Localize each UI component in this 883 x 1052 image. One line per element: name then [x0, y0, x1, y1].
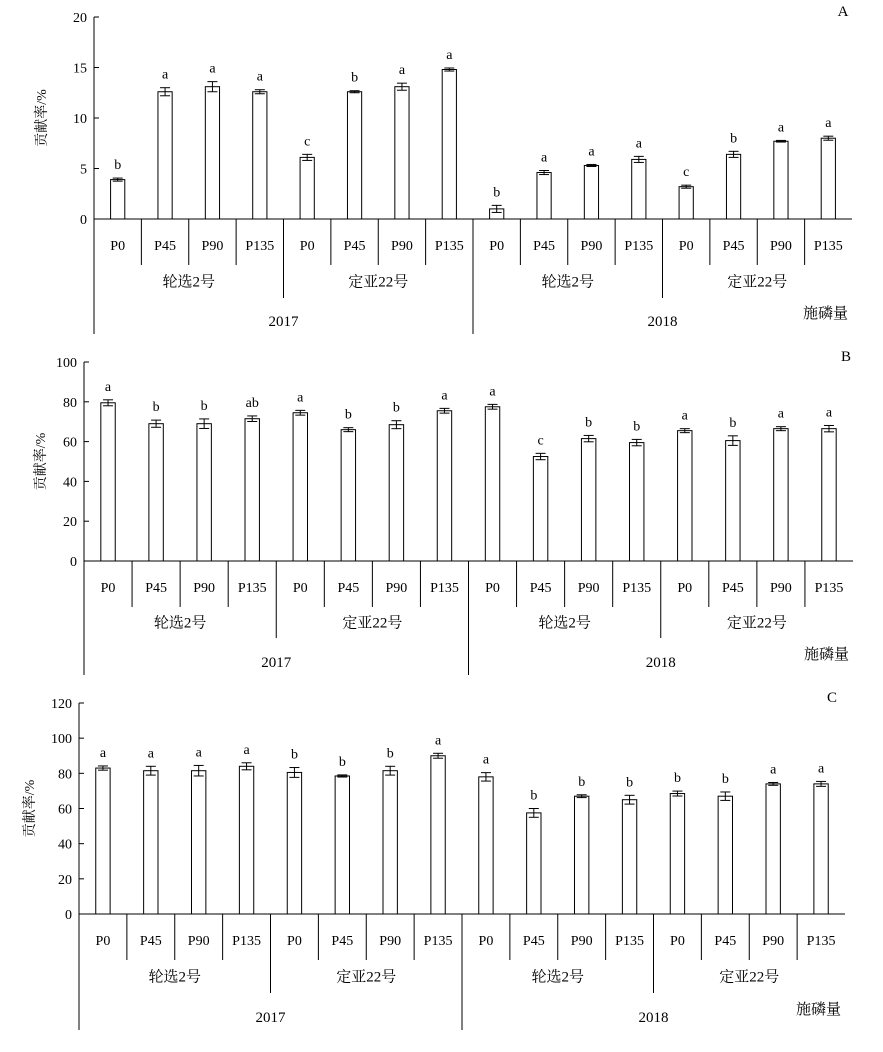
x-category-label: P135 — [622, 581, 652, 596]
cultivar-label: 定亚22号 — [726, 615, 787, 632]
x-category-label: P0 — [287, 934, 302, 949]
significance-letter: b — [493, 185, 501, 201]
bar — [726, 441, 740, 561]
year-label: 2017 — [255, 1010, 286, 1026]
year-label: 2017 — [268, 314, 299, 330]
bar — [814, 784, 828, 914]
significance-letter: b — [578, 774, 586, 790]
significance-letter: a — [482, 752, 490, 768]
significance-letter: b — [338, 754, 346, 770]
x-category-label: P135 — [430, 581, 459, 596]
significance-letter: a — [635, 136, 642, 152]
significance-letter: a — [681, 408, 688, 424]
cultivar-label: 定亚22号 — [342, 615, 403, 632]
x-category-label: P45 — [145, 581, 167, 596]
x-category-label: P45 — [522, 934, 545, 949]
bar — [347, 92, 361, 219]
y-tick-label: 120 — [51, 697, 72, 712]
panel-label: B — [840, 349, 852, 365]
y-axis-label: 贡献率/% — [23, 779, 38, 838]
bar — [158, 92, 172, 219]
bar — [726, 154, 740, 219]
x-category-label: P45 — [343, 239, 366, 254]
bar — [527, 813, 541, 914]
significance-letter: b — [114, 158, 122, 174]
significance-letter: a — [777, 120, 785, 136]
bar — [630, 443, 644, 561]
x-axis-label: 施磷量 — [802, 306, 848, 322]
significance-letter: a — [99, 745, 107, 761]
significance-letter: ab — [245, 395, 259, 411]
cultivar-label: 定亚22号 — [727, 274, 788, 291]
y-tick-label: 40 — [63, 475, 77, 491]
y-tick-label: 5 — [80, 162, 87, 178]
x-category-label: P45 — [529, 581, 552, 596]
bar — [774, 141, 788, 219]
significance-letter: b — [351, 70, 359, 86]
x-category-label: P135 — [813, 239, 843, 254]
year-label: 2018 — [638, 1010, 669, 1026]
bar — [192, 771, 206, 914]
y-tick-label: 20 — [63, 515, 77, 531]
bar — [774, 429, 788, 561]
y-tick-label: 20 — [58, 872, 72, 888]
significance-letter: b — [200, 398, 208, 414]
bar — [584, 165, 598, 219]
x-category-label: P45 — [714, 934, 737, 949]
significance-letter: b — [730, 131, 738, 147]
significance-letter: a — [297, 390, 304, 406]
bar — [144, 771, 158, 914]
bar — [537, 173, 551, 219]
x-category-label: P0 — [489, 239, 505, 254]
x-category-label: P45 — [533, 239, 555, 254]
bar — [101, 403, 115, 561]
significance-letter: a — [770, 762, 777, 778]
significance-letter: a — [434, 733, 442, 749]
significance-letter: b — [392, 400, 400, 416]
significance-letter: a — [825, 116, 832, 132]
year-label: 2018 — [647, 314, 678, 330]
x-category-label: P135 — [806, 934, 836, 949]
bar — [111, 180, 125, 219]
cultivar-label: 轮选2号 — [541, 274, 595, 291]
x-category-label: P135 — [814, 581, 844, 596]
bar — [431, 756, 445, 914]
y-tick-label: 80 — [58, 767, 72, 783]
x-category-label: P90 — [187, 934, 210, 949]
y-axis-label: 贡献率/% — [34, 432, 49, 491]
significance-letter: a — [104, 379, 112, 395]
bar — [442, 70, 456, 219]
x-category-label: P0 — [677, 581, 693, 596]
significance-letter: b — [721, 771, 729, 787]
y-tick-label: 100 — [56, 356, 77, 371]
significance-letter: a — [209, 61, 216, 77]
y-tick-label: 0 — [70, 555, 77, 570]
x-category-label: P90 — [770, 581, 792, 596]
bar — [205, 87, 219, 219]
x-category-label: P135 — [434, 239, 464, 254]
bar — [287, 772, 301, 914]
x-category-label: P90 — [193, 581, 216, 596]
y-tick-label: 80 — [63, 395, 77, 411]
significance-letter: b — [585, 415, 593, 431]
x-category-label: P90 — [762, 934, 785, 949]
bar — [239, 766, 253, 914]
x-category-label: P135 — [232, 934, 261, 949]
significance-letter: b — [290, 747, 298, 763]
panel-a — [33, 4, 852, 334]
bar — [437, 411, 451, 561]
x-category-label: P45 — [337, 581, 360, 596]
bar — [670, 794, 684, 914]
cultivar-label: 轮选2号 — [538, 615, 591, 632]
bar — [822, 429, 836, 561]
x-category-label: P0 — [299, 239, 315, 254]
x-category-label: P0 — [670, 934, 685, 949]
x-category-label: P45 — [154, 239, 176, 254]
cultivar-label: 轮选2号 — [153, 615, 207, 632]
significance-letter: a — [161, 67, 169, 83]
y-tick-label: 15 — [73, 61, 87, 77]
significance-letter: b — [633, 419, 641, 435]
significance-letter: a — [195, 745, 202, 761]
bar — [479, 777, 493, 914]
y-tick-label: 60 — [58, 802, 72, 818]
y-tick-label: 100 — [51, 732, 72, 748]
significance-letter: a — [446, 48, 453, 64]
panel-label: A — [837, 4, 849, 20]
x-category-label: P0 — [485, 581, 500, 596]
panel-label: C — [826, 690, 838, 706]
significance-letter: a — [256, 69, 263, 85]
x-axis-label: 施磷量 — [795, 1002, 841, 1018]
cultivar-label: 轮选2号 — [148, 969, 202, 986]
y-tick-label: 40 — [58, 837, 72, 853]
bar — [389, 425, 403, 561]
bar — [293, 413, 307, 561]
y-tick-label: 0 — [80, 213, 87, 228]
significance-letter: a — [243, 742, 250, 758]
x-category-label: P90 — [577, 581, 600, 596]
x-category-label: P90 — [385, 581, 408, 596]
significance-letter: c — [683, 165, 690, 181]
cultivar-label: 定亚22号 — [719, 969, 780, 986]
significance-letter: a — [398, 63, 406, 79]
significance-letter: a — [825, 405, 833, 421]
bar — [679, 187, 693, 219]
significance-letter: b — [386, 746, 394, 762]
x-category-label: P45 — [331, 934, 354, 949]
significance-letter: a — [489, 384, 496, 400]
bar — [718, 796, 732, 914]
x-category-label: P135 — [615, 934, 644, 949]
bar — [197, 424, 211, 561]
x-category-label: P0 — [110, 239, 126, 254]
cultivar-label: 定亚22号 — [348, 274, 409, 291]
significance-letter: a — [540, 150, 548, 166]
bar — [678, 431, 692, 561]
year-label: 2017 — [261, 655, 292, 671]
bar — [632, 159, 646, 219]
y-tick-label: 0 — [65, 908, 72, 923]
year-label: 2018 — [645, 655, 676, 671]
bar — [766, 784, 780, 914]
significance-letter: b — [673, 771, 681, 787]
bar — [575, 796, 589, 914]
y-tick-label: 10 — [73, 112, 87, 127]
significance-letter: c — [304, 134, 311, 150]
x-category-label: P135 — [245, 239, 275, 254]
bar — [395, 87, 409, 219]
bar — [245, 419, 259, 561]
significance-letter: b — [729, 415, 737, 431]
x-category-label: P0 — [95, 934, 111, 949]
x-axis-label: 施磷量 — [803, 647, 849, 663]
significance-letter: b — [626, 775, 634, 791]
bar — [253, 92, 267, 219]
cultivar-label: 轮选2号 — [162, 274, 216, 291]
significance-letter: a — [817, 761, 825, 777]
cultivar-label: 定亚22号 — [336, 969, 397, 986]
bar — [300, 157, 314, 219]
x-category-label: P90 — [391, 239, 413, 254]
x-category-label: P0 — [100, 581, 116, 596]
y-tick-label: 20 — [73, 11, 87, 26]
x-category-label: P90 — [570, 934, 593, 949]
significance-letter: a — [777, 406, 785, 422]
significance-letter: b — [152, 400, 160, 416]
bar — [96, 768, 110, 914]
bar — [485, 407, 499, 561]
panel-c — [21, 690, 845, 1030]
x-category-label: P135 — [237, 581, 267, 596]
x-category-label: P45 — [722, 239, 745, 254]
bar — [383, 771, 397, 914]
x-category-label: P90 — [580, 239, 603, 254]
bar — [533, 457, 547, 561]
x-category-label: P135 — [423, 934, 453, 949]
x-category-label: P90 — [379, 934, 402, 949]
cultivar-label: 轮选2号 — [531, 969, 585, 986]
bar — [581, 439, 595, 561]
bar — [149, 424, 163, 561]
x-category-label: P135 — [624, 239, 654, 254]
x-category-label: P45 — [139, 934, 162, 949]
x-category-label: P0 — [292, 581, 308, 596]
x-category-label: P45 — [721, 581, 744, 596]
x-category-label: P90 — [770, 239, 792, 254]
x-category-label: P0 — [678, 239, 694, 254]
significance-letter: c — [537, 433, 544, 449]
x-category-label: P90 — [201, 239, 224, 254]
significance-letter: a — [588, 144, 595, 160]
bar — [341, 430, 355, 561]
y-tick-label: 60 — [63, 435, 77, 451]
significance-letter: a — [441, 388, 448, 404]
significance-letter: a — [147, 746, 154, 762]
bar — [622, 800, 636, 914]
y-axis-label: 贡献率/% — [35, 89, 50, 147]
bar — [335, 776, 349, 914]
x-category-label: P0 — [478, 934, 494, 949]
significance-letter: b — [344, 407, 352, 423]
significance-letter: b — [530, 788, 538, 804]
bar — [821, 138, 835, 219]
panel-b — [32, 349, 853, 675]
